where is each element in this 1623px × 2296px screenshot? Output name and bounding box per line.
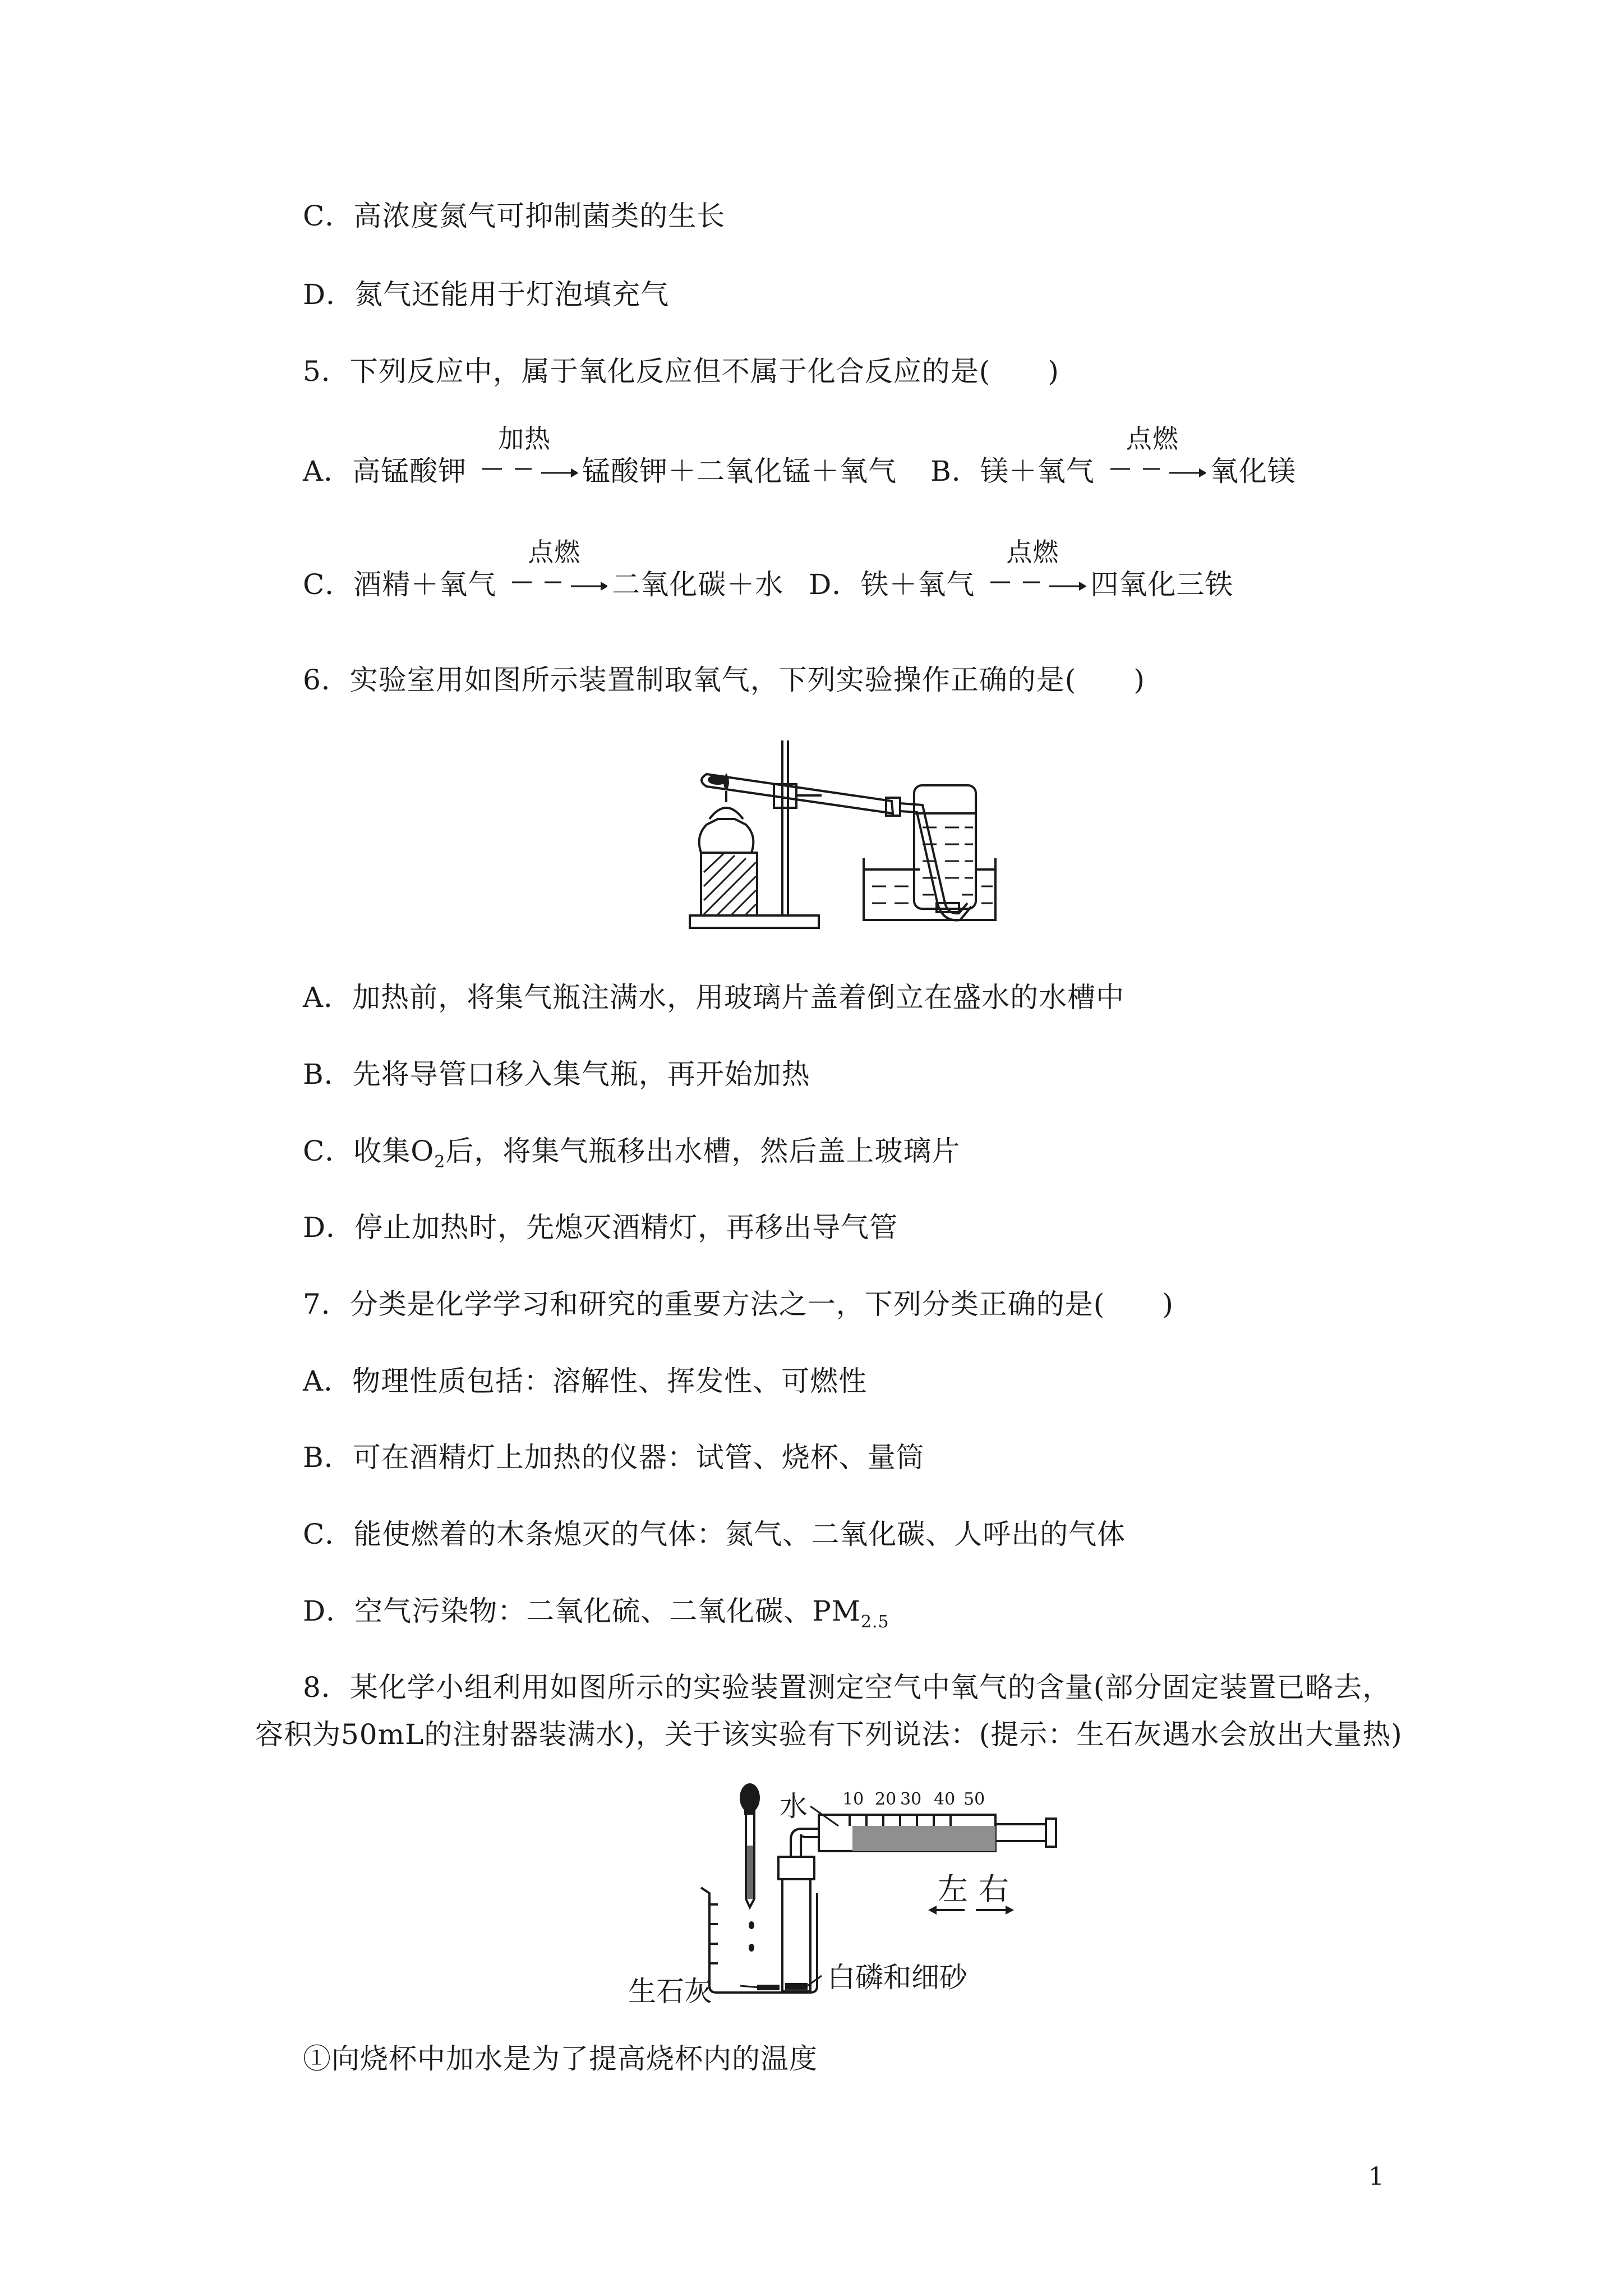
question-5-options-ab [303, 424, 1296, 488]
condition-label: 点燃 [528, 537, 581, 567]
q5c-products: 二氧化碳＋水 [612, 568, 784, 601]
question-5-options-cd [303, 537, 1234, 601]
arrow-icon [1099, 454, 1206, 488]
page-number: 1 [1368, 2162, 1384, 2191]
q5b-reactants: B．镁＋氧气 [930, 455, 1095, 487]
question-6-stem: 6．实验室用如图所示装置制取氧气，下列实验操作正确的是( ) [303, 664, 1145, 696]
option-6c [303, 1134, 960, 1172]
scale-tick-30: 30 [900, 1789, 922, 1809]
arrow-icon [501, 568, 607, 601]
right-direction-label: 右 [979, 1871, 1009, 1907]
q5c-reactants: C．酒精＋氧气 [303, 568, 497, 601]
statement-1: ①向烧杯中加水是为了提高烧杯内的温度 [303, 2042, 818, 2075]
option-c-nitrogen-line: C．高浓度氮气可抑制菌类的生长 [303, 200, 726, 232]
q5b-products: 氧化镁 [1210, 455, 1296, 487]
option-6a: A．加热前，将集气瓶注满水，用玻璃片盖着倒立在盛水的水槽中 [303, 981, 1125, 1014]
subscript: 2.5 [860, 1612, 889, 1632]
scale-tick-10: 10 [842, 1789, 864, 1809]
reaction-arrow-ignite [979, 537, 1086, 601]
question-5-stem: 5．下列反应中，属于氧化反应但不属于化合反应的是( ) [303, 355, 1059, 388]
phosphorus-sand-label: 白磷和细砂 [827, 1961, 967, 1994]
subscript: 2 [434, 1152, 446, 1172]
stand-base [690, 915, 819, 928]
scale-tick-40: 40 [934, 1789, 956, 1809]
option-6c-text: C．收集O [303, 1135, 435, 1167]
q5a-products: 锰酸钾＋二氧化锰＋氧气 [582, 455, 897, 487]
q5d-reactants: D．铁＋氧气 [809, 568, 975, 601]
q5a-reactants: A．高锰酸钾 [303, 455, 467, 487]
option-7d-text: D．空气污染物：二氧化硫、二氧化碳、PM [303, 1595, 861, 1627]
scale-tick-50: 50 [963, 1789, 985, 1809]
condition-label: 点燃 [1006, 537, 1059, 567]
question-7-stem: 7．分类是化学学习和研究的重要方法之一，下列分类正确的是( ) [303, 1288, 1174, 1320]
option-7c: C．能使燃着的木条熄灭的气体：氮气、二氧化碳、人呼出的气体 [303, 1518, 1126, 1550]
quicklime-label: 生石灰 [628, 1975, 712, 2008]
q5d-products: 四氧化三铁 [1090, 568, 1234, 601]
arrow-icon [979, 568, 1086, 601]
reaction-arrow-ignite [1099, 424, 1206, 488]
option-6b: B．先将导管口移入集气瓶，再开始加热 [303, 1058, 810, 1091]
reaction-arrow-heating [471, 424, 578, 488]
question-8-stem: 8．某化学小组利用如图所示的实验装置测定空气中氧气的含量(部分固定装置已略去， [303, 1671, 1391, 1704]
oxygen-preparation-apparatus-diagram [684, 735, 1004, 937]
condition-label: 加热 [498, 424, 551, 454]
option-d-nitrogen-line: D．氮气还能用于灯泡填充气 [303, 278, 670, 311]
condition-label: 点燃 [1126, 424, 1179, 454]
arrow-icon [471, 454, 578, 488]
scale-tick-20: 20 [875, 1789, 897, 1809]
option-7d [303, 1594, 889, 1632]
option-7b: B．可在酒精灯上加热的仪器：试管、烧杯、量筒 [303, 1441, 925, 1474]
water-label: 水 [780, 1790, 808, 1823]
option-6c-text-rest: 后，将集气瓶移出水槽，然后盖上玻璃片 [445, 1135, 961, 1167]
left-direction-label: 左 [938, 1871, 968, 1907]
option-7a: A．物理性质包括：溶解性、挥发性、可燃性 [303, 1365, 868, 1397]
oxygen-content-apparatus-diagram [617, 1773, 1077, 2008]
option-6d: D．停止加热时，先熄灭酒精灯，再移出导气管 [303, 1211, 898, 1244]
question-8-stem-cont: 容积为50mL的注射器装满水)，关于该实验有下列说法：(提示：生石灰遇水会放出大量热) [255, 1718, 1403, 1751]
reaction-arrow-ignite [501, 537, 607, 601]
